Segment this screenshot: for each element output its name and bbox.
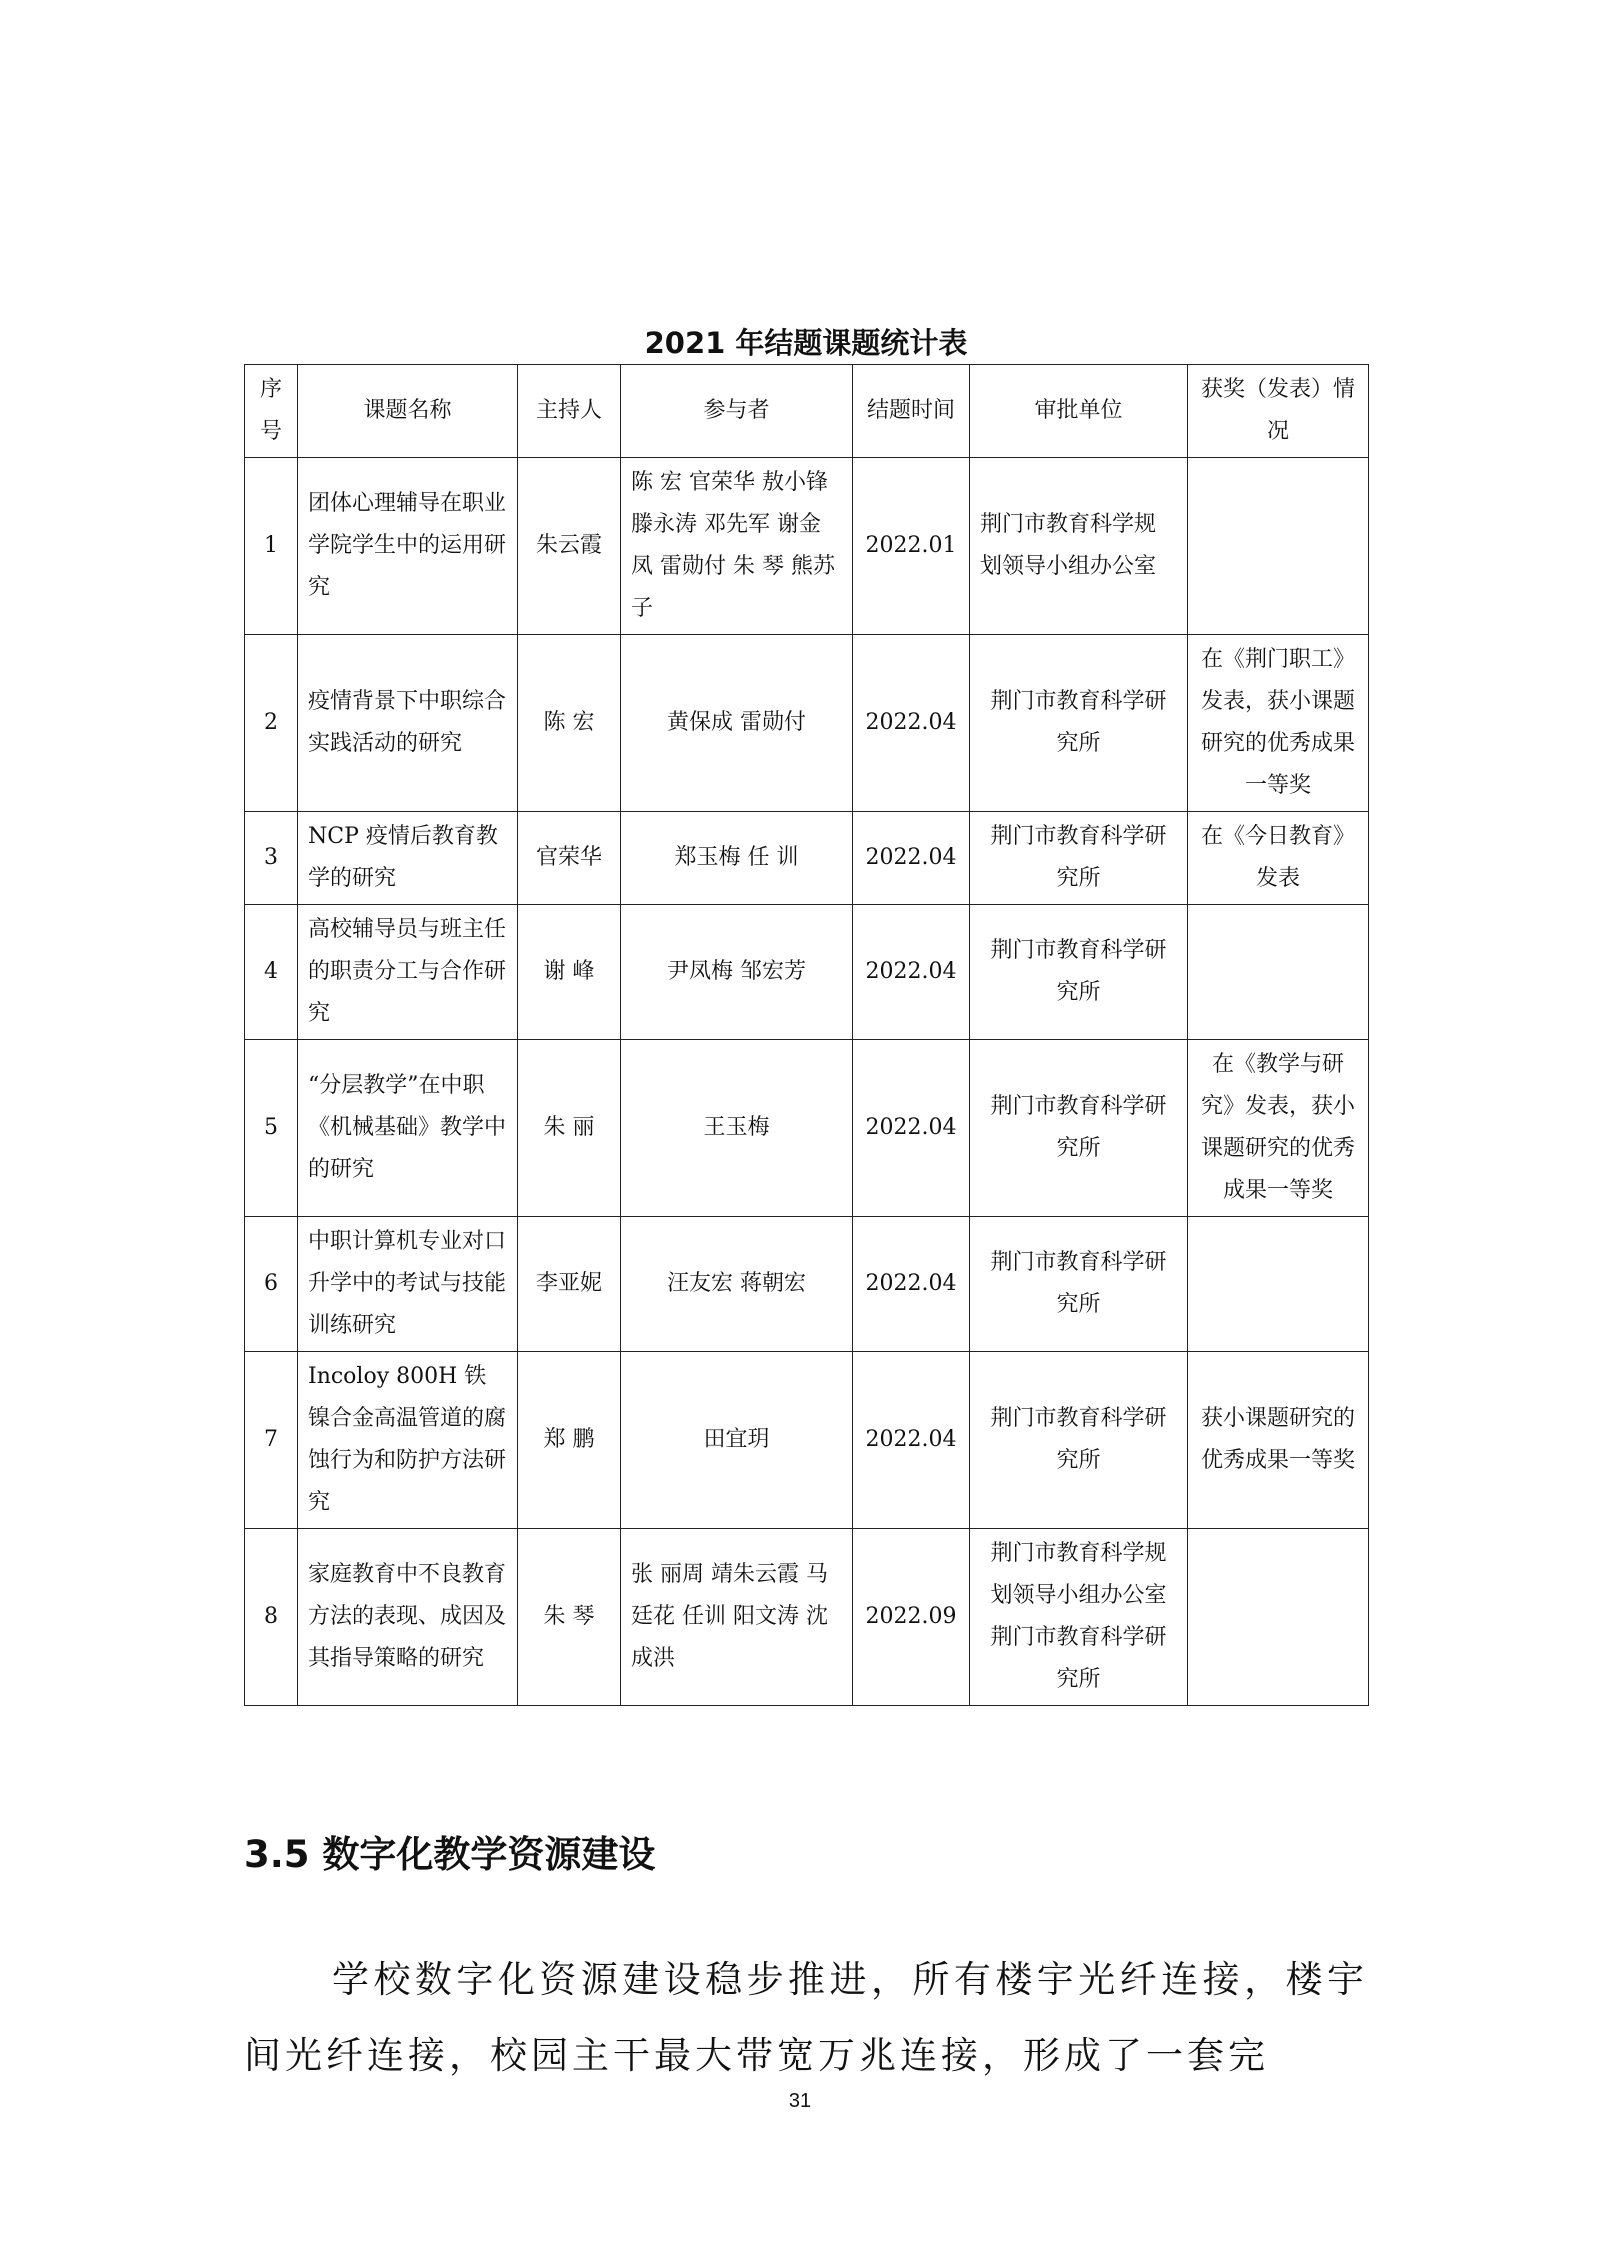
cell-unit: 荆门市教育科学研究所 bbox=[970, 1217, 1188, 1352]
table-row bbox=[245, 812, 1369, 905]
cell-award bbox=[1188, 1529, 1369, 1706]
cell-participants: 尹凤梅 邹宏芳 bbox=[621, 905, 853, 1040]
cell-unit: 荆门市教育科学研究所 bbox=[970, 905, 1188, 1040]
cell-participants: 王玉梅 bbox=[621, 1040, 853, 1217]
cell-participants: 郑玉梅 任 训 bbox=[621, 812, 853, 905]
cell-participants: 陈 宏 官荣华 敖小锋 滕永涛 邓先军 谢金凤 雷勋付 朱 琴 熊苏子 bbox=[621, 458, 853, 635]
header-no: 序号 bbox=[245, 365, 298, 458]
cell-date: 2022.09 bbox=[853, 1529, 970, 1706]
cell-date: 2022.04 bbox=[853, 1352, 970, 1529]
body-paragraph: 学校数字化资源建设稳步推进，所有楼宇光纤连接，楼宇间光纤连接，校园主干最大带宽万兆连接，形成了一套完 bbox=[244, 1958, 1368, 2077]
cell-topic: Incoloy 800H 铁镍合金高温管道的腐蚀行为和防护方法研究 bbox=[298, 1352, 518, 1529]
table-row bbox=[245, 458, 1369, 635]
cell-award: 在《荆门职工》发表，获小课题研究的优秀成果一等奖 bbox=[1188, 635, 1369, 812]
cell-unit: 荆门市教育科学研究所 bbox=[970, 1040, 1188, 1217]
cell-host: 谢 峰 bbox=[518, 905, 621, 1040]
cell-no: 5 bbox=[245, 1040, 298, 1217]
cell-topic: 家庭教育中不良教育方法的表现、成因及其指导策略的研究 bbox=[298, 1529, 518, 1706]
cell-topic: 团体心理辅导在职业学院学生中的运用研究 bbox=[298, 458, 518, 635]
cell-award: 获小课题研究的优秀成果一等奖 bbox=[1188, 1352, 1369, 1529]
cell-award: 在《教学与研究》发表，获小课题研究的优秀成果一等奖 bbox=[1188, 1040, 1369, 1217]
cell-no: 3 bbox=[245, 812, 298, 905]
project-statistics-table bbox=[244, 364, 1369, 1706]
cell-award bbox=[1188, 905, 1369, 1040]
header-participants: 参与者 bbox=[621, 365, 853, 458]
cell-topic: 中职计算机专业对口升学中的考试与技能训练研究 bbox=[298, 1217, 518, 1352]
page-number: 31 bbox=[788, 2090, 812, 2112]
header-host: 主持人 bbox=[518, 365, 621, 458]
cell-topic: 疫情背景下中职综合实践活动的研究 bbox=[298, 635, 518, 812]
cell-unit: 荆门市教育科学研究所 bbox=[970, 635, 1188, 812]
table-title: 2021 年结题课题统计表 bbox=[644, 326, 968, 360]
cell-participants: 汪友宏 蒋朝宏 bbox=[621, 1217, 853, 1352]
cell-unit: 荆门市教育科学规划领导小组办公室 荆门市教育科学研究所 bbox=[970, 1529, 1188, 1706]
header-topic: 课题名称 bbox=[298, 365, 518, 458]
table-row bbox=[245, 1529, 1369, 1706]
cell-unit: 荆门市教育科学规划领导小组办公室 bbox=[970, 458, 1188, 635]
cell-host: 朱 琴 bbox=[518, 1529, 621, 1706]
cell-participants: 黄保成 雷勋付 bbox=[621, 635, 853, 812]
cell-host: 李亚妮 bbox=[518, 1217, 621, 1352]
cell-no: 4 bbox=[245, 905, 298, 1040]
cell-participants: 田宜玥 bbox=[621, 1352, 853, 1529]
cell-host: 陈 宏 bbox=[518, 635, 621, 812]
cell-date: 2022.04 bbox=[853, 1040, 970, 1217]
table-header-row bbox=[245, 365, 1369, 458]
cell-award: 在《今日教育》发表 bbox=[1188, 812, 1369, 905]
cell-date: 2022.04 bbox=[853, 635, 970, 812]
cell-no: 1 bbox=[245, 458, 298, 635]
header-unit: 审批单位 bbox=[970, 365, 1188, 458]
cell-host: 朱云霞 bbox=[518, 458, 621, 635]
cell-date: 2022.04 bbox=[853, 1217, 970, 1352]
table-row bbox=[245, 635, 1369, 812]
section-heading: 3.5 数字化教学资源建设 bbox=[244, 1833, 656, 1876]
cell-award bbox=[1188, 458, 1369, 635]
cell-no: 7 bbox=[245, 1352, 298, 1529]
cell-date: 2022.04 bbox=[853, 905, 970, 1040]
cell-topic: 高校辅导员与班主任的职责分工与合作研究 bbox=[298, 905, 518, 1040]
cell-host: 郑 鹏 bbox=[518, 1352, 621, 1529]
cell-topic: “分层教学”在中职《机械基础》教学中的研究 bbox=[298, 1040, 518, 1217]
cell-date: 2022.04 bbox=[853, 812, 970, 905]
cell-topic: NCP 疫情后教育教学的研究 bbox=[298, 812, 518, 905]
header-award: 获奖（发表）情况 bbox=[1188, 365, 1369, 458]
cell-participants: 张 丽周 靖朱云霞 马廷花 任训 阳文涛 沈成洪 bbox=[621, 1529, 853, 1706]
table-row bbox=[245, 1040, 1369, 1217]
cell-no: 6 bbox=[245, 1217, 298, 1352]
cell-host: 朱 丽 bbox=[518, 1040, 621, 1217]
cell-award bbox=[1188, 1217, 1369, 1352]
cell-no: 2 bbox=[245, 635, 298, 812]
table-row bbox=[245, 1217, 1369, 1352]
table-row bbox=[245, 1352, 1369, 1529]
cell-date: 2022.01 bbox=[853, 458, 970, 635]
cell-unit: 荆门市教育科学研究所 bbox=[970, 1352, 1188, 1529]
table-row bbox=[245, 905, 1369, 1040]
header-date: 结题时间 bbox=[853, 365, 970, 458]
cell-host: 官荣华 bbox=[518, 812, 621, 905]
cell-no: 8 bbox=[245, 1529, 298, 1706]
cell-unit: 荆门市教育科学研究所 bbox=[970, 812, 1188, 905]
